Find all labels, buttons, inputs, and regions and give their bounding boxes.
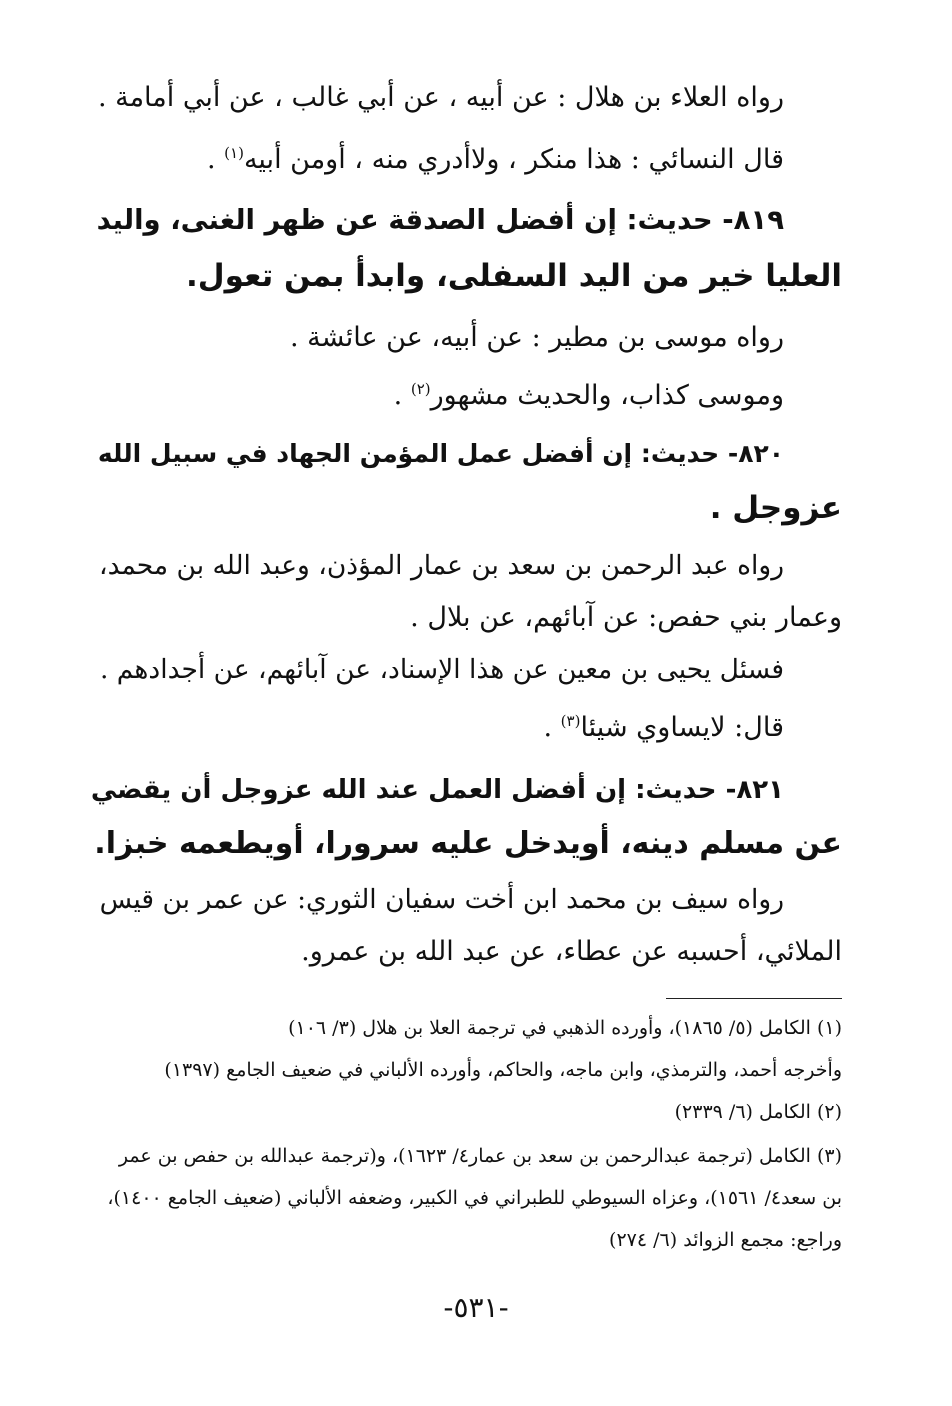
hadith-heading: ٨٢١- حديث: إن أفضل العمل عند الله عزوجل أن يقضي	[90, 775, 784, 805]
hadith-heading: عزوجل .	[709, 490, 842, 526]
footnote-divider	[666, 998, 842, 999]
text-line: وموسى كذاب، والحديث مشهور$^{(٢)}$ .	[393, 380, 784, 411]
footnote-line: (١) الكامل (٥/ ١٨٦٥)، وأورده الذهبي في ترجمة العلا بن هلال (٣/ ١٠٦)	[288, 1017, 842, 1039]
footnote-line: بن سعد٤/ ١٥٦١)، وعزاه السيوطي للطبراني في الكبير، وضعفه الألباني (ضعيف الجامع ١٤٠٠)،	[107, 1187, 842, 1209]
text-line: رواه العلاء بن هلال : عن أبيه ، عن أبي غالب ، عن أبي أمامة .	[97, 82, 784, 113]
text-line: رواه عبد الرحمن بن سعد بن عمار المؤذن، وعبد الله بن محمد،	[99, 550, 784, 581]
text-line: قال النسائي : هذا منكر ، ولاأدري منه ، أومن أبيه$^{(١)}$ .	[206, 144, 784, 175]
page-number: -٥٣١-	[443, 1291, 509, 1324]
hadith-heading: عن مسلم دينه، أويدخل عليه سرورا، أويطعمه خبزا.	[94, 826, 842, 861]
footnote-ref: (١)	[224, 144, 244, 162]
footnote-line: وأخرجه أحمد، والترمذي، وابن ماجه، والحاكم، وأورده الألباني في ضعيف الجامع (١٣٩٧)	[164, 1059, 842, 1081]
text-line: رواه سيف بن محمد ابن أخت سفيان الثوري: عن عمر بن قيس	[99, 884, 784, 915]
hadith-heading: ٨١٩- حديث: إن أفضل الصدقة عن ظهر الغنى، واليد	[96, 204, 784, 236]
hadith-heading: ٨٢٠- حديث: إن أفضل عمل المؤمن الجهاد في سبيل الله	[97, 439, 784, 468]
text-line: الملائي، أحسبه عن عطاء، عن عبد الله بن عمرو.	[301, 936, 842, 967]
hadith-heading: العليا خير من اليد السفلى، وابدأ بمن تعول.	[185, 258, 842, 294]
footnote-line: وراجع: مجمع الزوائد (٦/ ٢٧٤)	[609, 1229, 842, 1251]
text-line: رواه موسى بن مطير : عن أبيه، عن عائشة .	[289, 322, 784, 353]
footnote-ref: (٣)	[560, 712, 581, 730]
footnote-ref: (٢)	[410, 380, 431, 398]
text-line: قال: لايساوي شيئا$^{(٣)}$ .	[543, 712, 784, 743]
text-line: وعمار بني حفص: عن آبائهم، عن بلال .	[410, 602, 842, 633]
footnote-line: (٣) الكامل (ترجمة عبدالرحمن بن سعد بن عمار٤/ ١٦٢٣)، و(ترجمة عبدالله بن حفص بن عمر	[118, 1145, 842, 1167]
text-line: فسئل يحيى بن معين عن هذا الإسناد، عن آبائهم، عن أجدادهم .	[99, 654, 784, 685]
footnote-line: (٢) الكامل (٦/ ٢٣٣٩)	[674, 1101, 842, 1123]
